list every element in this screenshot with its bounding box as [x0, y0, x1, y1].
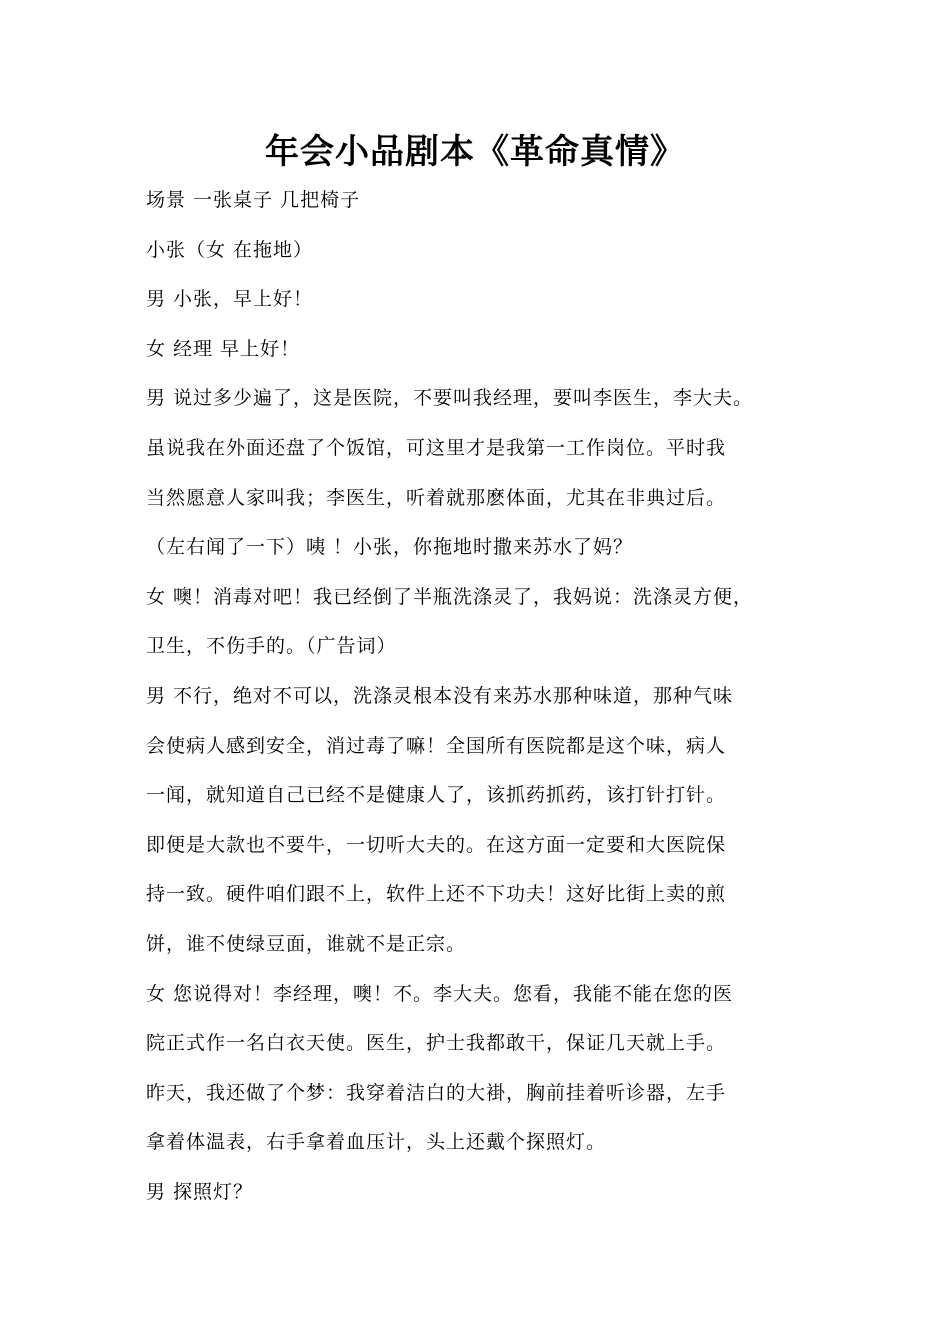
- script-line: 男 说过多少遍了，这是医院，不要叫我经理，要叫李医生，李大夫。: [146, 387, 754, 410]
- script-line: 场景 一张桌子 几把椅子: [146, 189, 361, 211]
- script-line: （左右闻了一下）咦 ！小张，你拖地时撒来苏水了妈？: [146, 536, 634, 559]
- script-line: 当然愿意人家叫我；李医生，听着就那麽体面，尤其在非典过后。: [146, 486, 727, 509]
- script-line: 女 经理 早上好！: [146, 337, 301, 360]
- script-line: 饼，谁不使绿豆面，谁就不是正宗。: [146, 932, 467, 955]
- script-line: 持一致。硬件咱们跟不上，软件上还不下功夫！这好比街上卖的煎: [146, 883, 727, 906]
- script-line: 即便是大款也不要牛，一切听大夫的。在这方面一定要和大医院保: [146, 833, 727, 856]
- script-line: 拿着体温表，右手拿着血压计，头上还戴个探照灯。: [146, 1131, 607, 1154]
- script-line: 卫生，不伤手的。（广告词）: [146, 635, 397, 658]
- script-line: 男 不行，绝对不可以，洗涤灵根本没有来苏水那种味道，那种气味: [146, 684, 734, 707]
- script-line: 一闻，就知道自己已经不是健康人了，该抓药抓药，该打针打针。: [146, 784, 727, 807]
- script-line: 男 小张，早上好！: [146, 288, 314, 311]
- script-line: 小张（女 在拖地）: [146, 238, 314, 261]
- script-line: 会使病人感到安全，消过毒了嘛！全国所有医院都是这个味，病人: [146, 734, 727, 757]
- script-body: [146, 182, 846, 1223]
- document-title: 年会小品剧本《革命真情》: [265, 132, 685, 172]
- script-line: 男 探照灯？: [146, 1180, 254, 1203]
- script-line: 虽说我在外面还盘了个饭馆，可这里才是我第一工作岗位。平时我: [146, 436, 727, 459]
- script-line: 院正式作一名白衣天使。医生，护士我都敢干，保证几天就上手。: [146, 1032, 727, 1055]
- script-line: 女 噢！消毒对吧！我已经倒了半瓶洗涤灵了，我妈说：洗涤灵方便，: [146, 585, 754, 608]
- script-line: 昨天，我还做了个梦：我穿着洁白的大褂，胸前挂着听诊器，左手: [146, 1081, 727, 1104]
- script-line: 女 您说得对！李经理，噢！不。李大夫。您看，我能不能在您的医: [146, 982, 734, 1005]
